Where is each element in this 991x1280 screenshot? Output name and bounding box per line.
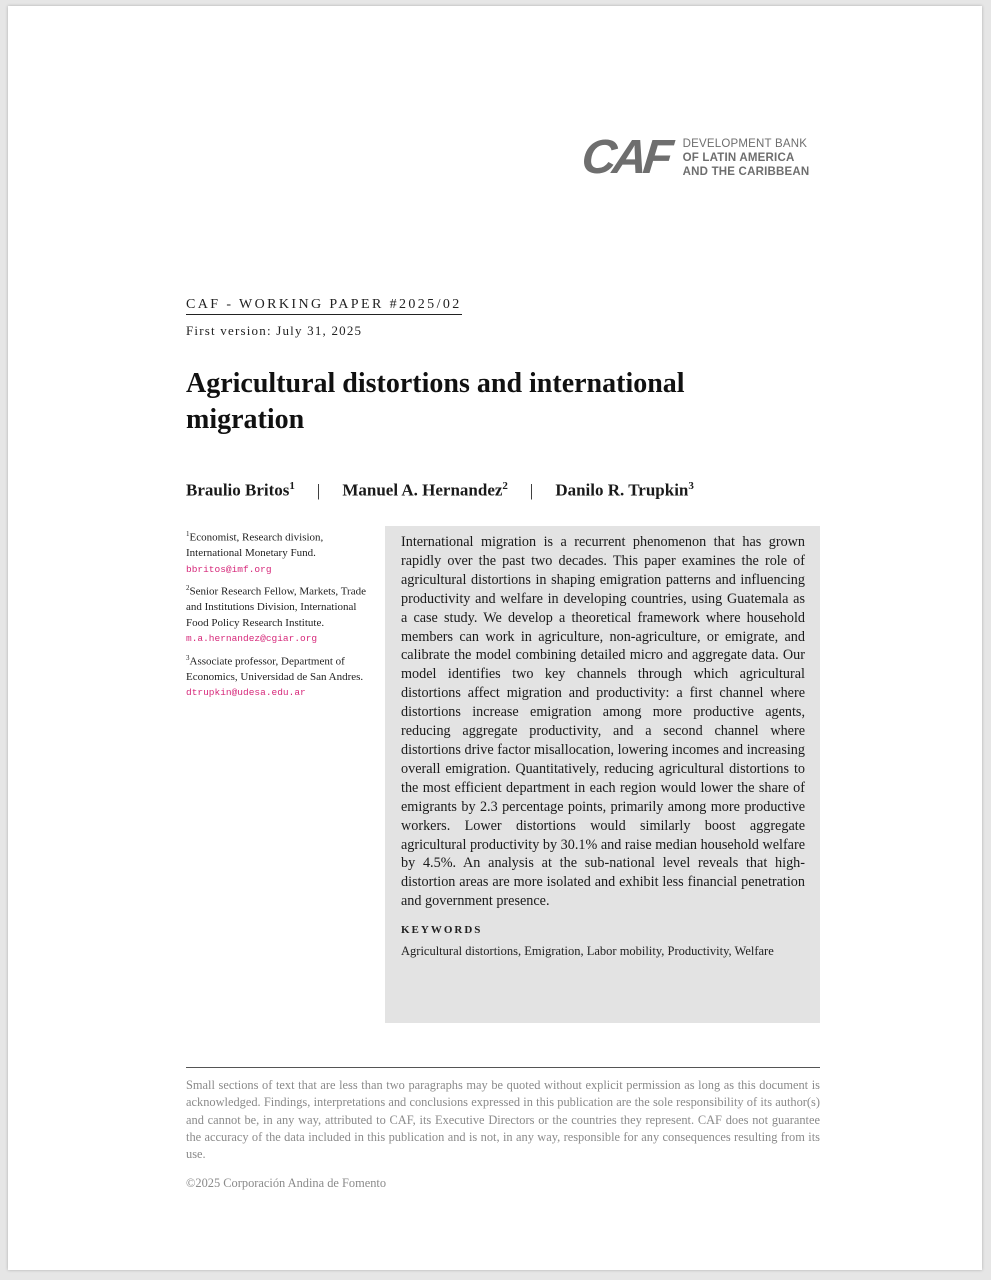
affiliation-mark: 3 (186, 653, 190, 662)
email-link[interactable]: m.a.hernandez@cgiar.org (186, 633, 318, 645)
logo-line-2: OF LATIN AMERICA (682, 152, 795, 164)
author-name: Braulio Britos (186, 480, 290, 500)
affiliations (186, 527, 371, 705)
affiliation-mark: 2 (186, 584, 190, 593)
caf-logo-text (683, 137, 810, 179)
email-link[interactable]: bbritos@imf.org (186, 563, 272, 575)
email-link[interactable]: dtrupkin@udesa.edu.ar (186, 687, 306, 699)
copyright-notice: ©2025 Corporación Andina de Fomento (186, 1176, 387, 1190)
affiliation-1 (186, 527, 371, 577)
author-mark: 3 (688, 480, 694, 492)
affiliation-2 (186, 581, 371, 647)
affiliation-mark: 1 (186, 530, 190, 538)
footer-divider (186, 1067, 820, 1068)
version-date: First version: July 31, 2025 (186, 323, 363, 338)
author-mark: 1 (289, 480, 295, 492)
author-mark: 2 (502, 480, 508, 492)
logo-line-1: DEVELOPMENT BANK (682, 138, 808, 150)
keywords-list: Agricultural distortions, Emigration, Labor mobility, Productivity, Welfare (401, 944, 774, 959)
author-name: Danilo R. Trupkin (555, 480, 689, 500)
author-2 (342, 480, 508, 501)
author-name: Manuel A. Hernandez (342, 480, 503, 500)
logo-line-3: AND THE CARIBBEAN (682, 166, 810, 178)
caf-logo-mark: CAF (579, 131, 672, 184)
author-1 (186, 480, 295, 501)
author-list (186, 480, 694, 501)
affiliation-text: Associate professor, Department of Economics, Universidad de San Andres. (186, 655, 364, 683)
author-separator: | (316, 480, 321, 500)
abstract-box (385, 526, 820, 1023)
disclaimer-text: Small sections of text that are less than two paragraphs may be quoted without explicit permission as long as this document is acknowledged. Findings, interpretations and conclusions expressed in this publication are the sole responsibility of its author(s) and cannot be, in any way, attributed to CAF, its Executive Directors or the countries they represent. CAF does not guarantee the accuracy of the data included in this publication and is not, in any way, responsible for any consequences resulting from its use. (186, 1078, 820, 1162)
working-paper-series: CAF - WORKING PAPER #2025/02 (186, 297, 462, 315)
abstract-text: International migration is a recurrent phenomenon that has grown rapidly over the past two decades. This paper examines the role of agricultural distortions in shaping emigration patterns and influencing productivity and welfare in developing countries, using Guatemala as a case study. We develop a theoretical framework where household members can work in agriculture, non-agriculture, or emigrate, and calibrate the model combining detailed micro and aggregate data. Our model identifies two key channels through which agricultural distortions affect migration and productivity: a first channel where distortions increase emigration among more productive agents, reducing aggregate productivity, and a second channel where distortions drive factor misallocation, lowering incomes and increasing overall emigration. Quantitatively, reducing agricultural distortions to the most efficient department in each region would lower the share of emigrants by 2.3 percentage points, primarily among more productive workers. Lower distortions would similarly boost aggregate agricultural productivity by 30.1% and raise median household welfare by 4.5%. An analysis at the sub-national level reveals that high-distortion areas are more isolated and exhibit less financial penetration and government presence. (401, 534, 805, 910)
paper-title: Agricultural distortions and international migration (186, 368, 685, 435)
caf-logo (579, 131, 810, 184)
affiliation-text: Economist, Research division, International Monetary Fund. (186, 531, 324, 560)
keywords-heading: KEYWORDS (401, 924, 483, 937)
author-3 (555, 480, 694, 501)
affiliation-text: Senior Research Fellow, Markets, Trade and Institutions Division, International Food Policy Research Institute. (186, 585, 366, 629)
affiliation-3 (186, 651, 371, 701)
author-separator: | (529, 480, 534, 500)
document-page (8, 6, 982, 1270)
